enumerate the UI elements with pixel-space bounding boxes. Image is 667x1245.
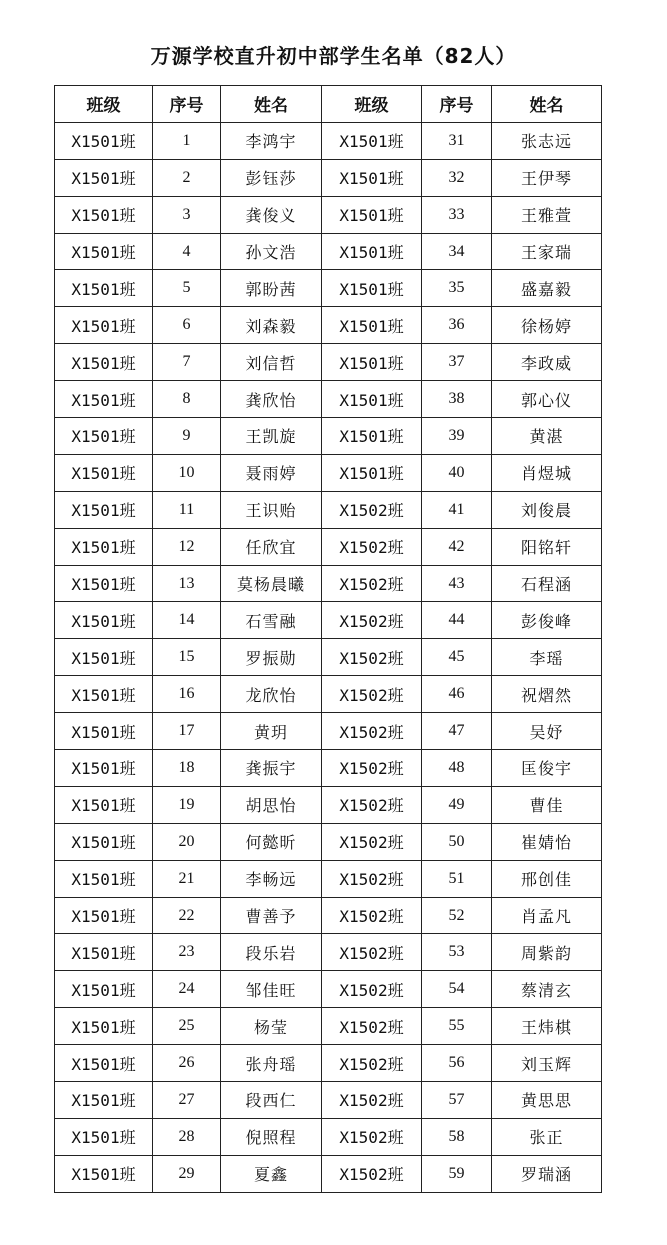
table-row <box>55 196 602 233</box>
class-cell: X1502班 <box>322 971 422 1008</box>
table-row <box>55 159 602 196</box>
class-cell: X1502班 <box>322 1155 422 1192</box>
number-cell: 45 <box>422 639 492 676</box>
name-cell: 曹佳 <box>492 786 602 823</box>
number-cell: 43 <box>422 565 492 602</box>
number-cell: 18 <box>153 750 221 787</box>
table-row <box>55 713 602 750</box>
name-cell: 张舟瑶 <box>221 1045 322 1082</box>
table-row <box>55 307 602 344</box>
number-cell: 57 <box>422 1082 492 1119</box>
name-cell: 张正 <box>492 1118 602 1155</box>
number-cell: 40 <box>422 454 492 491</box>
number-cell: 51 <box>422 860 492 897</box>
number-cell: 26 <box>153 1045 221 1082</box>
name-cell: 李畅远 <box>221 860 322 897</box>
name-cell: 石程涵 <box>492 565 602 602</box>
class-cell: X1502班 <box>322 860 422 897</box>
class-cell: X1502班 <box>322 676 422 713</box>
header-class-left: 班级 <box>55 86 153 123</box>
number-cell: 9 <box>153 418 221 455</box>
number-cell: 55 <box>422 1008 492 1045</box>
number-cell: 16 <box>153 676 221 713</box>
class-cell: X1501班 <box>55 270 153 307</box>
class-cell: X1501班 <box>55 823 153 860</box>
header-name-left: 姓名 <box>221 86 322 123</box>
class-cell: X1502班 <box>322 823 422 860</box>
name-cell: 郭盼茜 <box>221 270 322 307</box>
name-cell: 邢创佳 <box>492 860 602 897</box>
number-cell: 39 <box>422 418 492 455</box>
name-cell: 龚振宇 <box>221 750 322 787</box>
name-cell: 崔婧怡 <box>492 823 602 860</box>
table-row <box>55 381 602 418</box>
number-cell: 19 <box>153 786 221 823</box>
class-cell: X1502班 <box>322 1118 422 1155</box>
class-cell: X1501班 <box>55 860 153 897</box>
name-cell: 张志远 <box>492 122 602 159</box>
name-cell: 王炜棋 <box>492 1008 602 1045</box>
number-cell: 3 <box>153 196 221 233</box>
class-cell: X1501班 <box>55 1082 153 1119</box>
table-row <box>55 122 602 159</box>
number-cell: 2 <box>153 159 221 196</box>
table-row <box>55 233 602 270</box>
table-row <box>55 270 602 307</box>
name-cell: 任欣宜 <box>221 528 322 565</box>
table-row <box>55 1008 602 1045</box>
class-cell: X1501班 <box>55 565 153 602</box>
name-cell: 龚俊义 <box>221 196 322 233</box>
name-cell: 黄玥 <box>221 713 322 750</box>
number-cell: 10 <box>153 454 221 491</box>
number-cell: 6 <box>153 307 221 344</box>
header-row <box>55 86 602 123</box>
name-cell: 李政威 <box>492 344 602 381</box>
class-cell: X1501班 <box>55 1008 153 1045</box>
name-cell: 邹佳旺 <box>221 971 322 1008</box>
table-row <box>55 418 602 455</box>
name-cell: 郭心仪 <box>492 381 602 418</box>
name-cell: 彭钰莎 <box>221 159 322 196</box>
number-cell: 37 <box>422 344 492 381</box>
name-cell: 王雅萱 <box>492 196 602 233</box>
name-cell: 刘俊晨 <box>492 491 602 528</box>
class-cell: X1501班 <box>55 528 153 565</box>
class-cell: X1501班 <box>322 233 422 270</box>
table-row <box>55 528 602 565</box>
class-cell: X1502班 <box>322 565 422 602</box>
number-cell: 21 <box>153 860 221 897</box>
table-row <box>55 934 602 971</box>
class-cell: X1501班 <box>322 122 422 159</box>
class-cell: X1501班 <box>55 639 153 676</box>
table-row <box>55 750 602 787</box>
number-cell: 59 <box>422 1155 492 1192</box>
name-cell: 王家瑞 <box>492 233 602 270</box>
table-row <box>55 1082 602 1119</box>
name-cell: 黄湛 <box>492 418 602 455</box>
class-cell: X1502班 <box>322 786 422 823</box>
class-cell: X1501班 <box>55 307 153 344</box>
class-cell: X1501班 <box>55 934 153 971</box>
name-cell: 何懿昕 <box>221 823 322 860</box>
table-row <box>55 639 602 676</box>
class-cell: X1501班 <box>55 454 153 491</box>
name-cell: 刘森毅 <box>221 307 322 344</box>
name-cell: 肖煜城 <box>492 454 602 491</box>
class-cell: X1502班 <box>322 897 422 934</box>
number-cell: 8 <box>153 381 221 418</box>
class-cell: X1502班 <box>322 491 422 528</box>
name-cell: 罗瑞涵 <box>492 1155 602 1192</box>
table-row <box>55 1045 602 1082</box>
class-cell: X1502班 <box>322 602 422 639</box>
number-cell: 34 <box>422 233 492 270</box>
class-cell: X1502班 <box>322 1008 422 1045</box>
number-cell: 1 <box>153 122 221 159</box>
name-cell: 周紫韵 <box>492 934 602 971</box>
class-cell: X1501班 <box>55 602 153 639</box>
header-class-right: 班级 <box>322 86 422 123</box>
table-row <box>55 1118 602 1155</box>
class-cell: X1501班 <box>55 971 153 1008</box>
name-cell: 莫杨晨曦 <box>221 565 322 602</box>
class-cell: X1502班 <box>322 528 422 565</box>
table-row <box>55 786 602 823</box>
student-roster-table <box>54 85 602 1193</box>
number-cell: 13 <box>153 565 221 602</box>
name-cell: 石雪融 <box>221 602 322 639</box>
number-cell: 52 <box>422 897 492 934</box>
number-cell: 29 <box>153 1155 221 1192</box>
name-cell: 王识贻 <box>221 491 322 528</box>
name-cell: 孙文浩 <box>221 233 322 270</box>
name-cell: 倪照程 <box>221 1118 322 1155</box>
name-cell: 祝熠然 <box>492 676 602 713</box>
number-cell: 5 <box>153 270 221 307</box>
class-cell: X1501班 <box>55 1118 153 1155</box>
name-cell: 吴妤 <box>492 713 602 750</box>
header-number-left: 序号 <box>153 86 221 123</box>
class-cell: X1501班 <box>322 344 422 381</box>
class-cell: X1501班 <box>322 270 422 307</box>
header-name-right: 姓名 <box>492 86 602 123</box>
number-cell: 31 <box>422 122 492 159</box>
class-cell: X1501班 <box>55 344 153 381</box>
table-row <box>55 344 602 381</box>
class-cell: X1501班 <box>322 159 422 196</box>
name-cell: 王凯旋 <box>221 418 322 455</box>
number-cell: 56 <box>422 1045 492 1082</box>
name-cell: 蔡清玄 <box>492 971 602 1008</box>
class-cell: X1502班 <box>322 639 422 676</box>
number-cell: 44 <box>422 602 492 639</box>
name-cell: 龚欣怡 <box>221 381 322 418</box>
roster-body <box>55 122 602 1192</box>
name-cell: 曹善予 <box>221 897 322 934</box>
class-cell: X1501班 <box>322 418 422 455</box>
number-cell: 42 <box>422 528 492 565</box>
name-cell: 肖孟凡 <box>492 897 602 934</box>
number-cell: 28 <box>153 1118 221 1155</box>
number-cell: 15 <box>153 639 221 676</box>
number-cell: 32 <box>422 159 492 196</box>
class-cell: X1501班 <box>322 307 422 344</box>
number-cell: 48 <box>422 750 492 787</box>
class-cell: X1501班 <box>55 159 153 196</box>
class-cell: X1501班 <box>55 713 153 750</box>
number-cell: 22 <box>153 897 221 934</box>
name-cell: 李鸿宇 <box>221 122 322 159</box>
number-cell: 33 <box>422 196 492 233</box>
number-cell: 54 <box>422 971 492 1008</box>
name-cell: 彭俊峰 <box>492 602 602 639</box>
number-cell: 35 <box>422 270 492 307</box>
name-cell: 徐杨婷 <box>492 307 602 344</box>
table-row <box>55 823 602 860</box>
name-cell: 罗振勋 <box>221 639 322 676</box>
number-cell: 41 <box>422 491 492 528</box>
name-cell: 盛嘉毅 <box>492 270 602 307</box>
class-cell: X1501班 <box>55 122 153 159</box>
table-row <box>55 602 602 639</box>
name-cell: 阳铭轩 <box>492 528 602 565</box>
name-cell: 龙欣怡 <box>221 676 322 713</box>
class-cell: X1502班 <box>322 1045 422 1082</box>
table-row <box>55 565 602 602</box>
class-cell: X1502班 <box>322 750 422 787</box>
name-cell: 夏鑫 <box>221 1155 322 1192</box>
table-row <box>55 454 602 491</box>
class-cell: X1502班 <box>322 713 422 750</box>
table-row <box>55 491 602 528</box>
name-cell: 杨莹 <box>221 1008 322 1045</box>
number-cell: 11 <box>153 491 221 528</box>
number-cell: 4 <box>153 233 221 270</box>
header-number-right: 序号 <box>422 86 492 123</box>
name-cell: 李瑶 <box>492 639 602 676</box>
page-title: 万源学校直升初中部学生名单（82人） <box>150 44 517 68</box>
class-cell: X1501班 <box>322 381 422 418</box>
number-cell: 14 <box>153 602 221 639</box>
class-cell: X1501班 <box>55 897 153 934</box>
class-cell: X1501班 <box>55 233 153 270</box>
name-cell: 匡俊宇 <box>492 750 602 787</box>
number-cell: 20 <box>153 823 221 860</box>
table-row <box>55 860 602 897</box>
number-cell: 58 <box>422 1118 492 1155</box>
table-row <box>55 1155 602 1192</box>
class-cell: X1501班 <box>55 786 153 823</box>
name-cell: 聂雨婷 <box>221 454 322 491</box>
name-cell: 胡思怡 <box>221 786 322 823</box>
name-cell: 段乐岩 <box>221 934 322 971</box>
class-cell: X1501班 <box>55 491 153 528</box>
class-cell: X1501班 <box>55 196 153 233</box>
number-cell: 23 <box>153 934 221 971</box>
class-cell: X1501班 <box>55 750 153 787</box>
number-cell: 53 <box>422 934 492 971</box>
number-cell: 12 <box>153 528 221 565</box>
number-cell: 47 <box>422 713 492 750</box>
number-cell: 27 <box>153 1082 221 1119</box>
class-cell: X1501班 <box>322 454 422 491</box>
number-cell: 36 <box>422 307 492 344</box>
table-row <box>55 676 602 713</box>
number-cell: 46 <box>422 676 492 713</box>
name-cell: 刘玉辉 <box>492 1045 602 1082</box>
number-cell: 25 <box>153 1008 221 1045</box>
class-cell: X1501班 <box>55 1155 153 1192</box>
name-cell: 黄思思 <box>492 1082 602 1119</box>
class-cell: X1501班 <box>322 196 422 233</box>
name-cell: 王伊琴 <box>492 159 602 196</box>
number-cell: 17 <box>153 713 221 750</box>
table-row <box>55 897 602 934</box>
class-cell: X1501班 <box>55 1045 153 1082</box>
class-cell: X1501班 <box>55 676 153 713</box>
number-cell: 24 <box>153 971 221 1008</box>
number-cell: 38 <box>422 381 492 418</box>
number-cell: 49 <box>422 786 492 823</box>
name-cell: 段西仁 <box>221 1082 322 1119</box>
table-row <box>55 971 602 1008</box>
name-cell: 刘信哲 <box>221 344 322 381</box>
class-cell: X1501班 <box>55 418 153 455</box>
class-cell: X1501班 <box>55 381 153 418</box>
number-cell: 7 <box>153 344 221 381</box>
class-cell: X1502班 <box>322 934 422 971</box>
number-cell: 50 <box>422 823 492 860</box>
class-cell: X1502班 <box>322 1082 422 1119</box>
